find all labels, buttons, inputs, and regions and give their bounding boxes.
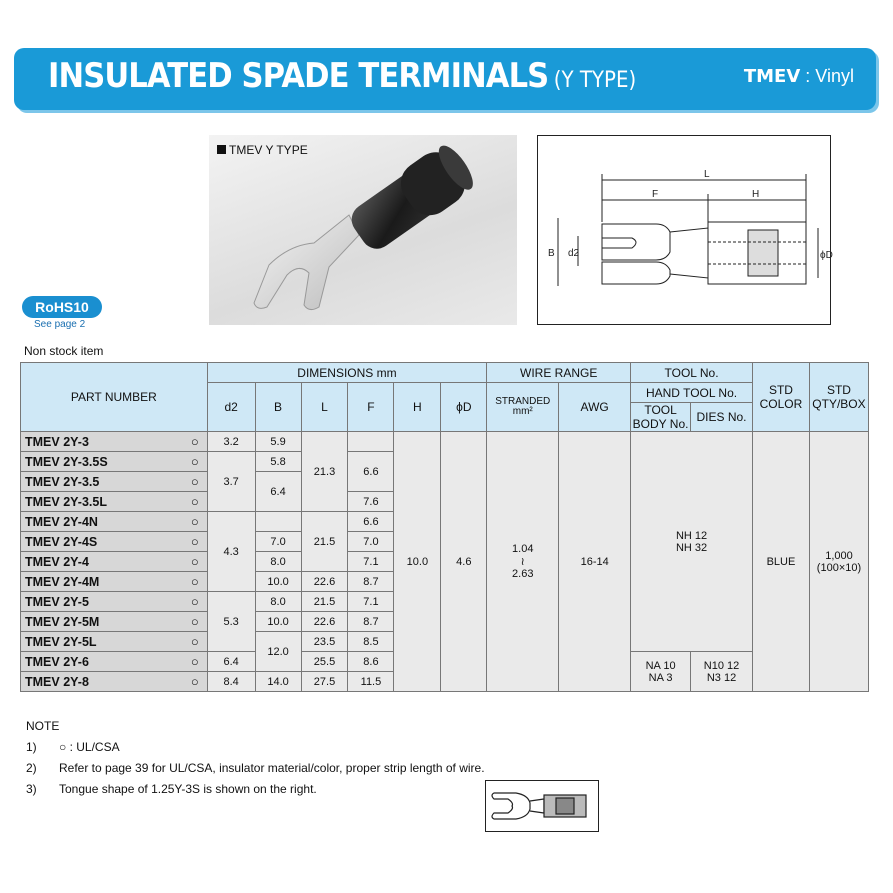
note-item [26,758,485,779]
d2-cell: 3.7 [207,452,255,512]
part-number-cell [21,432,208,452]
title-text: INSULATED SPADE TERMINALS [48,56,549,96]
b-cell-empty [255,512,301,532]
f-cell: 8.7 [348,572,394,592]
spec-table [20,362,869,692]
header-wire-range: WIRE RANGE [487,363,631,383]
note-text: ○ : UL/CSA [59,740,120,754]
f-cell: 8.6 [348,652,394,672]
l-cell: 25.5 [301,652,348,672]
part-number-cell [21,532,208,552]
header-B: B [255,383,301,432]
part-number: TMEV 2Y-4N [25,514,98,529]
header-std-qty: STD QTY/BOX [809,363,868,432]
d-cell: 4.6 [441,432,487,692]
f-cell-empty [348,432,394,452]
photo-caption-text: TMEV Y TYPE [229,143,308,157]
d2-cell: 6.4 [207,652,255,672]
non-stock-note: Non stock item [24,344,104,358]
part-number-cell [21,452,208,472]
f-cell: 7.1 [348,592,394,612]
table-row [21,432,869,452]
l-cell: 27.5 [301,672,348,692]
ul-csa-mark: ○ [190,614,199,629]
b-cell: 7.0 [255,532,301,552]
l-cell: 22.6 [301,572,348,592]
l-cell: 22.6 [301,612,348,632]
d2-cell: 8.4 [207,672,255,692]
part-number-cell [21,632,208,652]
l-cell: 21.3 [301,432,348,512]
part-number-cell [21,552,208,572]
dimension-drawing [537,135,831,325]
header-dies: DIES No. [691,403,753,432]
l-cell: 21.5 [301,512,348,572]
f-cell: 11.5 [348,672,394,692]
f-cell: 8.5 [348,632,394,652]
notes-heading: NOTE [26,719,60,733]
hand-tool-b: NH 32 [675,541,708,554]
b-cell: 6.4 [255,472,301,512]
part-number: TMEV 2Y-8 [25,674,89,689]
d2-cell: 4.3 [207,512,255,592]
tongue-shape-illustration [486,781,598,831]
header-stranded [487,383,559,432]
header-stranded-text: STRANDED [495,396,551,407]
b-cell: 5.9 [255,432,301,452]
ul-csa-mark: ○ [190,674,199,689]
f-cell: 7.0 [348,532,394,552]
ul-csa-mark: ○ [190,654,199,669]
header-L: L [301,383,348,432]
header-awg: AWG [559,383,631,432]
note-item [26,737,485,758]
part-number: TMEV 2Y-5 [25,594,89,609]
note-text: Tongue shape of 1.25Y-3S is shown on the right. [59,782,317,796]
dimension-diagram [538,136,833,324]
ul-csa-mark: ○ [190,474,199,489]
page-title [48,56,636,96]
product-photo [209,135,517,325]
ul-csa-mark: ○ [190,554,199,569]
b-cell: 14.0 [255,672,301,692]
part-number: TMEV 2Y-4 [25,554,89,569]
part-number-cell [21,472,208,492]
std-color-cell: BLUE [752,432,809,692]
header-hand-tool: HAND TOOL No. [631,383,753,403]
label-L: L [704,169,710,180]
part-number: TMEV 2Y-3.5L [25,494,107,509]
f-cell: 7.6 [348,492,394,512]
ul-csa-mark: ○ [190,434,199,449]
part-number: TMEV 2Y-3.5 [25,474,100,489]
part-number: TMEV 2Y-4M [25,574,100,589]
b-cell: 8.0 [255,592,301,612]
part-number-cell [21,572,208,592]
b-cell: 10.0 [255,572,301,592]
std-qty-a: 1,000 [825,549,853,562]
l-cell: 21.5 [301,592,348,612]
ul-csa-mark: ○ [190,494,199,509]
rohs-badge: RoHS10 [22,296,102,318]
part-number-cell [21,652,208,672]
b-cell: 8.0 [255,552,301,572]
d2-cell: 5.3 [207,592,255,652]
title-banner [14,48,876,110]
tool-body-a: NA 10 [645,659,676,672]
header-tool-body: TOOL BODY No. [631,403,691,432]
stranded-sep: ≀ [520,556,525,568]
header-part-number: PART NUMBER [21,363,208,432]
ul-csa-mark: ○ [190,454,199,469]
label-F: F [652,189,659,200]
header-dimensions: DIMENSIONS mm [207,363,487,383]
ul-csa-mark: ○ [190,634,199,649]
part-number-cell [21,672,208,692]
header-stranded-unit: mm² [512,406,533,417]
dies-cell [691,652,753,692]
hand-tool-cell [631,432,753,652]
f-cell: 7.1 [348,552,394,572]
tool-body-b: NA 3 [648,671,673,684]
spade-terminal-photo-illustration [209,135,517,325]
part-number: TMEV 2Y-3.5S [25,454,108,469]
std-qty-cell [809,432,868,692]
stranded-min: 1.04 [512,543,534,555]
series-code: TMEV [743,66,801,87]
d2-cell: 3.2 [207,432,255,452]
l-cell: 23.5 [301,632,348,652]
part-number-cell [21,492,208,512]
part-number: TMEV 2Y-4S [25,534,98,549]
awg-cell: 16-14 [559,432,631,692]
header-D: ϕD [441,383,487,432]
ul-csa-mark: ○ [190,514,199,529]
note-item [26,779,485,800]
part-number: TMEV 2Y-6 [25,654,89,669]
header-H: H [394,383,441,432]
header-F: F [348,383,394,432]
note-text: Refer to page 39 for UL/CSA, insulator material/color, proper strip length of wire. [59,761,485,775]
stranded-max: 2.63 [512,568,534,580]
b-cell: 12.0 [255,632,301,672]
header-tool: TOOL No. [631,363,753,383]
series-material: : Vinyl [805,66,854,86]
ul-csa-mark: ○ [190,534,199,549]
dies-b: N3 12 [706,671,737,684]
ul-csa-mark: ○ [190,574,199,589]
part-number: TMEV 2Y-3 [25,434,89,449]
label-D: ϕD [820,250,833,261]
dies-a: N10 12 [703,659,740,672]
part-number: TMEV 2Y-5M [25,614,100,629]
part-number-cell [21,592,208,612]
part-number-cell [21,612,208,632]
note-number: 2) [26,761,37,775]
series-label [744,66,854,87]
ul-csa-mark: ○ [190,594,199,609]
hand-tool-a: NH 12 [675,529,708,542]
part-number: TMEV 2Y-5L [25,634,97,649]
f-cell: 6.6 [348,452,394,492]
header-d2: d2 [207,383,255,432]
note-number: 1) [26,740,37,754]
label-H: H [752,189,760,200]
header-std-color: STD COLOR [752,363,809,432]
std-qty-b: (100×10) [816,561,862,574]
b-cell: 10.0 [255,612,301,632]
part-number-cell [21,512,208,532]
tongue-shape-diagram [485,780,599,832]
notes-section [26,716,485,800]
b-cell: 5.8 [255,452,301,472]
rohs-see-page: See page 2 [34,319,86,330]
note-number: 3) [26,782,37,796]
stranded-cell [487,432,559,692]
tool-body-cell [631,652,691,692]
f-cell: 6.6 [348,512,394,532]
title-subtitle: (Y TYPE) [553,68,637,93]
label-B: B [548,248,555,259]
label-d2: d2 [568,248,580,259]
h-cell: 10.0 [394,432,441,692]
f-cell: 8.7 [348,612,394,632]
